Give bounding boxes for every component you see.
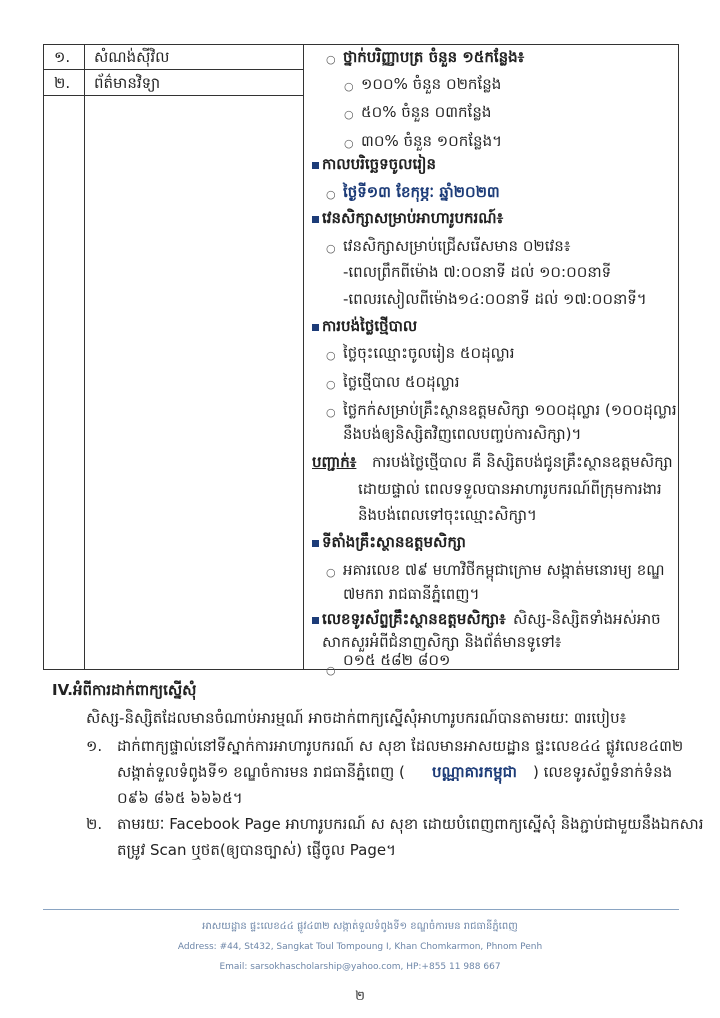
exam-session-item: វេនសិក្សាសម្រាប់ជ្រើសរើសមាន ០២វេន៖ bbox=[343, 237, 571, 255]
table-col-divider-1 bbox=[84, 45, 85, 669]
circle-bullet-icon: ○ bbox=[326, 406, 336, 419]
square-bullet-icon bbox=[312, 324, 319, 331]
note-line: ការបង់ថ្លៃថ្មើបាល គឺ និស្សិតបង់ជូនគ្រឹះស្ថានឧត្តមសិក្សា bbox=[372, 453, 673, 471]
major-civil: សំណង់ស៊ីវិល bbox=[94, 48, 170, 66]
row-number: ១. bbox=[54, 48, 71, 66]
page-number: ២ bbox=[355, 989, 365, 1004]
location-address-cont: ៧មករា រាជធានីភ្នំពេញ។ bbox=[343, 585, 480, 603]
circle-bullet-icon: ○ bbox=[326, 242, 336, 255]
scholarship-item: ៥០% ចំនួន ០៣កន្លែង bbox=[361, 103, 492, 121]
note-label: បញ្ជាក់៖ bbox=[312, 453, 357, 471]
square-bullet-icon bbox=[312, 617, 319, 624]
major-it: ព័ត៌មានវិទ្យា bbox=[94, 74, 161, 92]
footer-address-km: អាសយដ្ឋាន ផ្ទះលេខ៤៤ ផ្លូវ៤៣២ សង្កាត់ទួលទំពូងទី១ ខណ្ឌចំការមន រាជធានីភ្នំពេញ bbox=[202, 921, 518, 932]
section-title: IV.អំពីការដាក់ពាក្យស្នើសុំ bbox=[52, 681, 197, 699]
table-row-divider bbox=[44, 69, 303, 70]
phone-heading: លេខទូរស័ព្ទគ្រឹះស្ថានឧត្តមសិក្សា៖ bbox=[322, 610, 506, 628]
location-address: អគារលេខ ៧៩ មហាវិថីកម្ពុជាក្រោម សង្កាត់មនោរម្យ ខណ្ឌ bbox=[343, 561, 665, 579]
circle-bullet-icon: ○ bbox=[326, 664, 336, 677]
start-date: ថ្ងៃទី១៣ ខែកុម្ភៈ ឆ្នាំ២០២៣ bbox=[343, 183, 500, 201]
fee-item-deposit-cont: នឹងបង់ឲ្យនិស្សិតវិញពេលបញ្ចប់ការសិក្សា)។ bbox=[343, 425, 582, 443]
square-bullet-icon bbox=[312, 216, 319, 223]
row-number: ២. bbox=[54, 74, 71, 92]
circle-bullet-icon: ○ bbox=[326, 378, 336, 391]
circle-bullet-icon: ○ bbox=[344, 137, 354, 150]
method-2-line: តាមរយៈ Facebook Page អាហារូបករណ៍ ស សុខា ដោយបំពេញពាក្យស្នើសុំ និងភ្ជាប់ជាមួយនឹងឯកសារ bbox=[117, 815, 704, 833]
circle-bullet-icon: ○ bbox=[344, 108, 354, 121]
method-1-phone: ០៩៦ ៨៦៥ ៦៦៦៥។ bbox=[117, 789, 243, 807]
table-row-divider bbox=[44, 95, 303, 96]
square-bullet-icon bbox=[312, 162, 319, 169]
square-bullet-icon bbox=[312, 540, 319, 547]
method-1-line: ដាក់ពាក្យផ្ទាល់នៅទីស្នាក់ការអាហារូបករណ៍ ស សុខា ដែលមានអាសយដ្ឋាន ផ្ទះលេខ៤៤ ផ្លូវលេខ៤៣២ bbox=[117, 737, 684, 755]
circle-bullet-icon: ○ bbox=[326, 188, 336, 201]
phone-number: ០១៥ ៥៨២ ៨០១ bbox=[343, 651, 451, 669]
exam-morning: -ពេលព្រឹកពីម៉ោង ៧:០០នាទី ដល់ ១០:០០នាទី bbox=[343, 263, 612, 281]
note-line: និងបង់ពេលទៅចុះឈ្មោះសិក្សា។ bbox=[358, 506, 537, 524]
item-number: ២. bbox=[86, 815, 103, 833]
location-heading: ទីតាំងគ្រឹះស្ថានឧត្តមសិក្សា bbox=[322, 533, 466, 551]
fee-item: ថ្លៃចុះឈ្មោះចូលរៀន ៥០ដុល្លារ bbox=[343, 344, 515, 362]
method-1-line: សង្កាត់ទួលទំពូងទី១ ខណ្ឌចំការមន រាជធានីភ្នំពេញ ( bbox=[117, 763, 405, 781]
exam-afternoon: -ពេលរសៀលពីម៉ោង១៤:០០នាទី ដល់ ១៧:០០នាទី។ bbox=[343, 290, 647, 308]
phone-desc: សិស្ស-និស្សិតទាំងអស់អាច bbox=[513, 610, 661, 628]
footer-divider bbox=[43, 909, 679, 910]
circle-bullet-icon: ○ bbox=[344, 80, 354, 93]
footer-email: Email: sarsokhascholarship@yahoo.com, HP:+855 11 988 667 bbox=[219, 962, 501, 972]
circle-bullet-icon: ○ bbox=[326, 566, 336, 579]
method-1-line: ) លេខទូរស័ព្ទទំនាក់ទំនង bbox=[533, 763, 673, 781]
fee-item-deposit: ថ្លៃកក់សម្រាប់គ្រឹះស្ថានឧត្តមសិក្សា ១០០ដុល្លារ (១០០ដុល្លារ bbox=[343, 401, 677, 419]
method-2-line: តម្រូវ Scan ឬថត(ឲ្យបានច្បាស់) ផ្ញើចូល Page។ bbox=[117, 841, 396, 859]
fee-item: ថ្លៃថ្មើបាល ៥០ដុល្លារ bbox=[343, 373, 460, 391]
bookstore-name: បណ្ណាគារកម្ពុជា bbox=[432, 763, 517, 781]
circle-bullet-icon: ○ bbox=[326, 349, 336, 362]
scholarship-item: ១០០% ចំនួន ០២កន្លែង bbox=[361, 75, 502, 93]
exam-session-heading: វេនសិក្សាសម្រាប់អាហារូបករណ៍៖ bbox=[322, 209, 504, 227]
phone-desc-cont: សាកសួរអំពីជំនាញសិក្សា និងព័ត៌មានទូទៅ៖ bbox=[322, 633, 562, 651]
section-intro: សិស្ស-និស្សិតដែលមានចំណាប់អារម្មណ៍ អាចដាក់ពាក្យស្នើសុំអាហារូបករណ៍បានតាមរយៈ ៣របៀប៖ bbox=[86, 709, 627, 727]
footer-address-en: Address: #44, St432, Sangkat Toul Tompoung I, Khan Chomkarmon, Phnom Penh bbox=[177, 942, 543, 952]
table-col-divider-2 bbox=[303, 45, 304, 669]
item-number: ១. bbox=[86, 737, 103, 755]
note-line: ដោយផ្ទាល់ ពេលទទួលបានអាហារូបករណ៍ពីក្រុមការងារ bbox=[358, 480, 662, 498]
fee-heading: ការបង់ថ្លៃថ្មើបាល bbox=[322, 317, 418, 335]
start-date-heading: កាលបរិច្ឆេទចូលរៀន bbox=[322, 155, 436, 173]
circle-bullet-icon: ○ bbox=[326, 53, 336, 66]
scholarship-item: ៣០% ចំនួន ១០កន្លែង។ bbox=[361, 132, 502, 150]
scholarship-heading: ថ្នាក់បរិញ្ញាបត្រ ចំនួន ១៥កន្លែង៖ bbox=[343, 48, 525, 66]
